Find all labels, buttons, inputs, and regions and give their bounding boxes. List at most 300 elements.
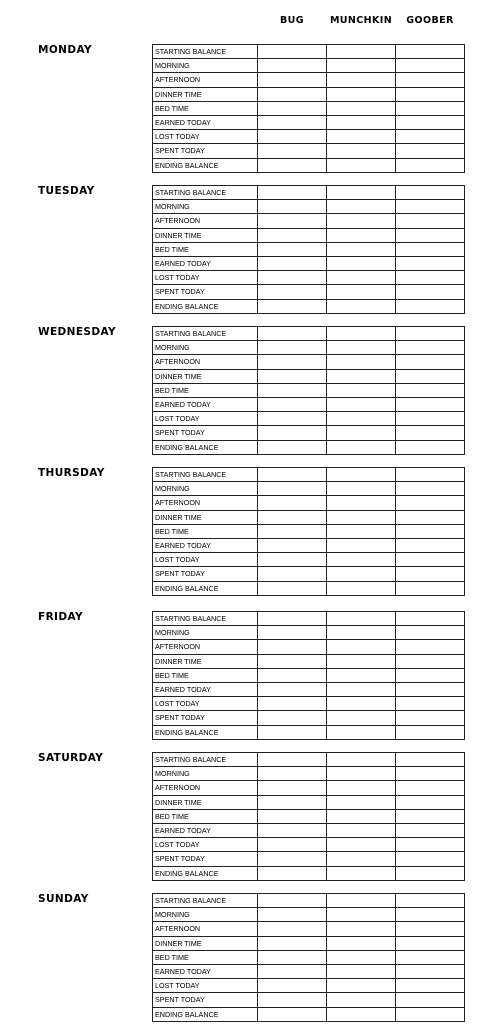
entry-cell-munchkin[interactable] bbox=[327, 781, 396, 795]
entry-cell-goober[interactable] bbox=[396, 73, 465, 87]
entry-cell-bug[interactable] bbox=[258, 908, 327, 922]
table-row bbox=[153, 186, 465, 200]
entry-cell-bug[interactable] bbox=[258, 682, 327, 696]
entry-cell-munchkin[interactable] bbox=[327, 979, 396, 993]
entry-cell-bug[interactable] bbox=[258, 979, 327, 993]
entry-cell-munchkin[interactable] bbox=[327, 823, 396, 837]
table-row bbox=[153, 426, 465, 440]
entry-cell-bug[interactable] bbox=[258, 271, 327, 285]
entry-cell-goober[interactable] bbox=[396, 200, 465, 214]
row-label: STARTING BALANCE bbox=[153, 894, 258, 908]
entry-cell-goober[interactable] bbox=[396, 1007, 465, 1021]
entry-cell-bug[interactable] bbox=[258, 725, 327, 739]
entry-cell-goober[interactable] bbox=[396, 852, 465, 866]
table-row bbox=[153, 200, 465, 214]
entry-cell-munchkin[interactable] bbox=[327, 640, 396, 654]
entry-cell-munchkin[interactable] bbox=[327, 59, 396, 73]
entry-cell-bug[interactable] bbox=[258, 341, 327, 355]
entry-cell-munchkin[interactable] bbox=[327, 581, 396, 595]
table-row bbox=[153, 711, 465, 725]
row-label: ENDING BALANCE bbox=[153, 866, 258, 880]
row-label: AFTERNOON bbox=[153, 73, 258, 87]
entry-cell-munchkin[interactable] bbox=[327, 158, 396, 172]
row-label: BED TIME bbox=[153, 242, 258, 256]
table-row bbox=[153, 1007, 465, 1021]
entry-cell-goober[interactable] bbox=[396, 228, 465, 242]
entry-cell-munchkin[interactable] bbox=[327, 538, 396, 552]
entry-cell-munchkin[interactable] bbox=[327, 242, 396, 256]
entry-cell-munchkin[interactable] bbox=[327, 510, 396, 524]
entry-cell-goober[interactable] bbox=[396, 697, 465, 711]
entry-cell-goober[interactable] bbox=[396, 567, 465, 581]
table-row bbox=[153, 809, 465, 823]
table-row bbox=[153, 993, 465, 1007]
table-row bbox=[153, 908, 465, 922]
entry-cell-bug[interactable] bbox=[258, 894, 327, 908]
entry-cell-goober[interactable] bbox=[396, 285, 465, 299]
entry-cell-goober[interactable] bbox=[396, 87, 465, 101]
table-row bbox=[153, 256, 465, 270]
entry-cell-munchkin[interactable] bbox=[327, 908, 396, 922]
entry-cell-bug[interactable] bbox=[258, 936, 327, 950]
entry-cell-bug[interactable] bbox=[258, 809, 327, 823]
entry-cell-bug[interactable] bbox=[258, 753, 327, 767]
table-row bbox=[153, 285, 465, 299]
row-label: ENDING BALANCE bbox=[153, 1007, 258, 1021]
entry-cell-munchkin[interactable] bbox=[327, 271, 396, 285]
entry-cell-munchkin[interactable] bbox=[327, 101, 396, 115]
entry-cell-bug[interactable] bbox=[258, 397, 327, 411]
entry-cell-goober[interactable] bbox=[396, 753, 465, 767]
entry-cell-bug[interactable] bbox=[258, 285, 327, 299]
entry-cell-goober[interactable] bbox=[396, 426, 465, 440]
entry-cell-goober[interactable] bbox=[396, 654, 465, 668]
entry-cell-munchkin[interactable] bbox=[327, 993, 396, 1007]
entry-cell-goober[interactable] bbox=[396, 369, 465, 383]
row-label: SPENT TODAY bbox=[153, 144, 258, 158]
entry-cell-munchkin[interactable] bbox=[327, 468, 396, 482]
column-header-bug: BUG bbox=[280, 15, 304, 26]
entry-cell-bug[interactable] bbox=[258, 256, 327, 270]
entry-cell-bug[interactable] bbox=[258, 73, 327, 87]
entry-cell-munchkin[interactable] bbox=[327, 341, 396, 355]
entry-cell-goober[interactable] bbox=[396, 538, 465, 552]
entry-cell-goober[interactable] bbox=[396, 866, 465, 880]
entry-cell-bug[interactable] bbox=[258, 426, 327, 440]
entry-cell-bug[interactable] bbox=[258, 186, 327, 200]
entry-cell-munchkin[interactable] bbox=[327, 567, 396, 581]
table-row bbox=[153, 271, 465, 285]
entry-cell-goober[interactable] bbox=[396, 144, 465, 158]
day-title: SUNDAY bbox=[38, 893, 89, 905]
entry-cell-bug[interactable] bbox=[258, 781, 327, 795]
entry-cell-goober[interactable] bbox=[396, 440, 465, 454]
entry-cell-bug[interactable] bbox=[258, 355, 327, 369]
entry-cell-goober[interactable] bbox=[396, 682, 465, 696]
table-row bbox=[153, 567, 465, 581]
column-headers bbox=[0, 15, 482, 31]
entry-cell-munchkin[interactable] bbox=[327, 809, 396, 823]
row-label: EARNED TODAY bbox=[153, 397, 258, 411]
row-label: ENDING BALANCE bbox=[153, 440, 258, 454]
entry-cell-goober[interactable] bbox=[396, 468, 465, 482]
table-row bbox=[153, 697, 465, 711]
entry-cell-bug[interactable] bbox=[258, 993, 327, 1007]
entry-cell-bug[interactable] bbox=[258, 242, 327, 256]
entry-cell-goober[interactable] bbox=[396, 130, 465, 144]
entry-cell-bug[interactable] bbox=[258, 838, 327, 852]
entry-cell-goober[interactable] bbox=[396, 496, 465, 510]
entry-cell-munchkin[interactable] bbox=[327, 553, 396, 567]
table-row bbox=[153, 383, 465, 397]
table-row bbox=[153, 115, 465, 129]
entry-cell-bug[interactable] bbox=[258, 200, 327, 214]
entry-cell-bug[interactable] bbox=[258, 626, 327, 640]
entry-cell-munchkin[interactable] bbox=[327, 753, 396, 767]
row-label: BED TIME bbox=[153, 809, 258, 823]
row-label: LOST TODAY bbox=[153, 271, 258, 285]
entry-cell-munchkin[interactable] bbox=[327, 894, 396, 908]
row-label: SPENT TODAY bbox=[153, 426, 258, 440]
table-row bbox=[153, 73, 465, 87]
entry-cell-munchkin[interactable] bbox=[327, 299, 396, 313]
row-label: LOST TODAY bbox=[153, 553, 258, 567]
table-row bbox=[153, 640, 465, 654]
entry-cell-bug[interactable] bbox=[258, 412, 327, 426]
entry-cell-goober[interactable] bbox=[396, 823, 465, 837]
row-label: AFTERNOON bbox=[153, 640, 258, 654]
day-table bbox=[152, 893, 465, 1022]
entry-cell-munchkin[interactable] bbox=[327, 130, 396, 144]
entry-cell-bug[interactable] bbox=[258, 612, 327, 626]
day-title: TUESDAY bbox=[38, 185, 95, 197]
entry-cell-bug[interactable] bbox=[258, 130, 327, 144]
entry-cell-munchkin[interactable] bbox=[327, 922, 396, 936]
row-label: STARTING BALANCE bbox=[153, 186, 258, 200]
row-label: MORNING bbox=[153, 482, 258, 496]
row-label: DINNER TIME bbox=[153, 87, 258, 101]
table-row bbox=[153, 838, 465, 852]
table-row bbox=[153, 922, 465, 936]
entry-cell-bug[interactable] bbox=[258, 950, 327, 964]
day-title: FRIDAY bbox=[38, 611, 84, 623]
entry-cell-goober[interactable] bbox=[396, 950, 465, 964]
day-table bbox=[152, 611, 465, 740]
entry-cell-bug[interactable] bbox=[258, 866, 327, 880]
entry-cell-munchkin[interactable] bbox=[327, 496, 396, 510]
entry-cell-bug[interactable] bbox=[258, 668, 327, 682]
entry-cell-munchkin[interactable] bbox=[327, 412, 396, 426]
row-label: MORNING bbox=[153, 908, 258, 922]
entry-cell-goober[interactable] bbox=[396, 581, 465, 595]
entry-cell-goober[interactable] bbox=[396, 59, 465, 73]
entry-cell-munchkin[interactable] bbox=[327, 668, 396, 682]
table-row bbox=[153, 45, 465, 59]
entry-cell-goober[interactable] bbox=[396, 626, 465, 640]
row-label: STARTING BALANCE bbox=[153, 327, 258, 341]
row-label: EARNED TODAY bbox=[153, 115, 258, 129]
table-row bbox=[153, 682, 465, 696]
entry-cell-goober[interactable] bbox=[396, 553, 465, 567]
entry-cell-goober[interactable] bbox=[396, 922, 465, 936]
row-label: STARTING BALANCE bbox=[153, 468, 258, 482]
entry-cell-bug[interactable] bbox=[258, 581, 327, 595]
entry-cell-goober[interactable] bbox=[396, 964, 465, 978]
table-row bbox=[153, 936, 465, 950]
table-row bbox=[153, 510, 465, 524]
entry-cell-bug[interactable] bbox=[258, 327, 327, 341]
table-row bbox=[153, 130, 465, 144]
entry-cell-goober[interactable] bbox=[396, 510, 465, 524]
row-label: EARNED TODAY bbox=[153, 823, 258, 837]
entry-cell-goober[interactable] bbox=[396, 781, 465, 795]
table-row bbox=[153, 299, 465, 313]
row-label: SPENT TODAY bbox=[153, 711, 258, 725]
day-table bbox=[152, 467, 465, 596]
entry-cell-munchkin[interactable] bbox=[327, 200, 396, 214]
entry-cell-goober[interactable] bbox=[396, 397, 465, 411]
entry-cell-goober[interactable] bbox=[396, 115, 465, 129]
entry-cell-munchkin[interactable] bbox=[327, 228, 396, 242]
entry-cell-bug[interactable] bbox=[258, 144, 327, 158]
entry-cell-bug[interactable] bbox=[258, 697, 327, 711]
entry-cell-goober[interactable] bbox=[396, 908, 465, 922]
column-header-munchkin: MUNCHKIN bbox=[329, 15, 393, 26]
entry-cell-goober[interactable] bbox=[396, 725, 465, 739]
entry-cell-munchkin[interactable] bbox=[327, 1007, 396, 1021]
row-label: SPENT TODAY bbox=[153, 567, 258, 581]
table-row bbox=[153, 214, 465, 228]
row-label: DINNER TIME bbox=[153, 936, 258, 950]
entry-cell-munchkin[interactable] bbox=[327, 838, 396, 852]
entry-cell-goober[interactable] bbox=[396, 383, 465, 397]
entry-cell-munchkin[interactable] bbox=[327, 950, 396, 964]
entry-cell-goober[interactable] bbox=[396, 256, 465, 270]
row-label: LOST TODAY bbox=[153, 697, 258, 711]
entry-cell-munchkin[interactable] bbox=[327, 327, 396, 341]
table-row bbox=[153, 369, 465, 383]
table-row bbox=[153, 355, 465, 369]
row-label: EARNED TODAY bbox=[153, 964, 258, 978]
table-row bbox=[153, 87, 465, 101]
entry-cell-bug[interactable] bbox=[258, 228, 327, 242]
table-row bbox=[153, 144, 465, 158]
entry-cell-bug[interactable] bbox=[258, 214, 327, 228]
entry-cell-munchkin[interactable] bbox=[327, 964, 396, 978]
row-label: AFTERNOON bbox=[153, 781, 258, 795]
entry-cell-bug[interactable] bbox=[258, 510, 327, 524]
entry-cell-bug[interactable] bbox=[258, 538, 327, 552]
table-row bbox=[153, 468, 465, 482]
entry-cell-munchkin[interactable] bbox=[327, 87, 396, 101]
table-row bbox=[153, 612, 465, 626]
entry-cell-goober[interactable] bbox=[396, 327, 465, 341]
table-row bbox=[153, 440, 465, 454]
entry-cell-goober[interactable] bbox=[396, 979, 465, 993]
entry-cell-bug[interactable] bbox=[258, 496, 327, 510]
day-title: WEDNESDAY bbox=[38, 326, 117, 338]
entry-cell-goober[interactable] bbox=[396, 809, 465, 823]
entry-cell-munchkin[interactable] bbox=[327, 73, 396, 87]
entry-cell-munchkin[interactable] bbox=[327, 355, 396, 369]
entry-cell-bug[interactable] bbox=[258, 567, 327, 581]
entry-cell-goober[interactable] bbox=[396, 936, 465, 950]
row-label: SPENT TODAY bbox=[153, 993, 258, 1007]
entry-cell-bug[interactable] bbox=[258, 468, 327, 482]
day-title: SATURDAY bbox=[38, 752, 104, 764]
row-label: MORNING bbox=[153, 59, 258, 73]
entry-cell-munchkin[interactable] bbox=[327, 397, 396, 411]
entry-cell-munchkin[interactable] bbox=[327, 866, 396, 880]
table-row bbox=[153, 668, 465, 682]
row-label: LOST TODAY bbox=[153, 838, 258, 852]
entry-cell-goober[interactable] bbox=[396, 668, 465, 682]
entry-cell-goober[interactable] bbox=[396, 640, 465, 654]
table-row bbox=[153, 626, 465, 640]
table-row bbox=[153, 397, 465, 411]
entry-cell-bug[interactable] bbox=[258, 852, 327, 866]
row-label: EARNED TODAY bbox=[153, 682, 258, 696]
entry-cell-munchkin[interactable] bbox=[327, 426, 396, 440]
entry-cell-munchkin[interactable] bbox=[327, 144, 396, 158]
entry-cell-munchkin[interactable] bbox=[327, 186, 396, 200]
entry-cell-munchkin[interactable] bbox=[327, 654, 396, 668]
entry-cell-goober[interactable] bbox=[396, 186, 465, 200]
table-row bbox=[153, 753, 465, 767]
entry-cell-munchkin[interactable] bbox=[327, 852, 396, 866]
row-label: EARNED TODAY bbox=[153, 538, 258, 552]
entry-cell-goober[interactable] bbox=[396, 612, 465, 626]
table-row bbox=[153, 654, 465, 668]
table-row bbox=[153, 894, 465, 908]
entry-cell-munchkin[interactable] bbox=[327, 214, 396, 228]
row-label: BED TIME bbox=[153, 950, 258, 964]
row-label: BED TIME bbox=[153, 383, 258, 397]
entry-cell-goober[interactable] bbox=[396, 271, 465, 285]
day-table bbox=[152, 326, 465, 455]
entry-cell-goober[interactable] bbox=[396, 412, 465, 426]
entry-cell-munchkin[interactable] bbox=[327, 626, 396, 640]
entry-cell-bug[interactable] bbox=[258, 45, 327, 59]
entry-cell-munchkin[interactable] bbox=[327, 682, 396, 696]
entry-cell-munchkin[interactable] bbox=[327, 256, 396, 270]
entry-cell-goober[interactable] bbox=[396, 795, 465, 809]
entry-cell-munchkin[interactable] bbox=[327, 612, 396, 626]
entry-cell-goober[interactable] bbox=[396, 524, 465, 538]
entry-cell-goober[interactable] bbox=[396, 711, 465, 725]
table-row bbox=[153, 496, 465, 510]
entry-cell-munchkin[interactable] bbox=[327, 440, 396, 454]
entry-cell-bug[interactable] bbox=[258, 964, 327, 978]
entry-cell-bug[interactable] bbox=[258, 524, 327, 538]
entry-cell-bug[interactable] bbox=[258, 59, 327, 73]
entry-cell-munchkin[interactable] bbox=[327, 767, 396, 781]
entry-cell-bug[interactable] bbox=[258, 369, 327, 383]
row-label: LOST TODAY bbox=[153, 979, 258, 993]
row-label: DINNER TIME bbox=[153, 510, 258, 524]
entry-cell-goober[interactable] bbox=[396, 894, 465, 908]
entry-cell-munchkin[interactable] bbox=[327, 711, 396, 725]
entry-cell-munchkin[interactable] bbox=[327, 524, 396, 538]
entry-cell-goober[interactable] bbox=[396, 299, 465, 313]
entry-cell-bug[interactable] bbox=[258, 482, 327, 496]
row-label: ENDING BALANCE bbox=[153, 299, 258, 313]
row-label: EARNED TODAY bbox=[153, 256, 258, 270]
table-row bbox=[153, 964, 465, 978]
row-label: ENDING BALANCE bbox=[153, 581, 258, 595]
entry-cell-bug[interactable] bbox=[258, 299, 327, 313]
row-label: STARTING BALANCE bbox=[153, 45, 258, 59]
entry-cell-goober[interactable] bbox=[396, 767, 465, 781]
entry-cell-goober[interactable] bbox=[396, 355, 465, 369]
table-row bbox=[153, 482, 465, 496]
entry-cell-goober[interactable] bbox=[396, 214, 465, 228]
entry-cell-goober[interactable] bbox=[396, 838, 465, 852]
table-row bbox=[153, 553, 465, 567]
entry-cell-bug[interactable] bbox=[258, 115, 327, 129]
entry-cell-munchkin[interactable] bbox=[327, 285, 396, 299]
row-label: AFTERNOON bbox=[153, 496, 258, 510]
entry-cell-munchkin[interactable] bbox=[327, 725, 396, 739]
entry-cell-munchkin[interactable] bbox=[327, 482, 396, 496]
entry-cell-bug[interactable] bbox=[258, 640, 327, 654]
entry-cell-bug[interactable] bbox=[258, 795, 327, 809]
entry-cell-munchkin[interactable] bbox=[327, 45, 396, 59]
row-label: DINNER TIME bbox=[153, 795, 258, 809]
entry-cell-bug[interactable] bbox=[258, 101, 327, 115]
entry-cell-bug[interactable] bbox=[258, 654, 327, 668]
entry-cell-goober[interactable] bbox=[396, 101, 465, 115]
entry-cell-bug[interactable] bbox=[258, 767, 327, 781]
entry-cell-bug[interactable] bbox=[258, 158, 327, 172]
entry-cell-goober[interactable] bbox=[396, 158, 465, 172]
table-row bbox=[153, 795, 465, 809]
entry-cell-bug[interactable] bbox=[258, 823, 327, 837]
entry-cell-munchkin[interactable] bbox=[327, 697, 396, 711]
entry-cell-bug[interactable] bbox=[258, 711, 327, 725]
entry-cell-bug[interactable] bbox=[258, 87, 327, 101]
table-row bbox=[153, 866, 465, 880]
table-row bbox=[153, 327, 465, 341]
entry-cell-munchkin[interactable] bbox=[327, 369, 396, 383]
entry-cell-munchkin[interactable] bbox=[327, 936, 396, 950]
table-row bbox=[153, 412, 465, 426]
entry-cell-bug[interactable] bbox=[258, 383, 327, 397]
entry-cell-munchkin[interactable] bbox=[327, 115, 396, 129]
day-table bbox=[152, 185, 465, 314]
entry-cell-munchkin[interactable] bbox=[327, 795, 396, 809]
entry-cell-goober[interactable] bbox=[396, 242, 465, 256]
entry-cell-munchkin[interactable] bbox=[327, 383, 396, 397]
day-table bbox=[152, 44, 465, 173]
row-label: SPENT TODAY bbox=[153, 852, 258, 866]
entry-cell-bug[interactable] bbox=[258, 922, 327, 936]
entry-cell-bug[interactable] bbox=[258, 440, 327, 454]
entry-cell-goober[interactable] bbox=[396, 45, 465, 59]
entry-cell-bug[interactable] bbox=[258, 1007, 327, 1021]
table-row bbox=[153, 581, 465, 595]
day-title: THURSDAY bbox=[38, 467, 105, 479]
table-row bbox=[153, 725, 465, 739]
row-label: DINNER TIME bbox=[153, 228, 258, 242]
entry-cell-bug[interactable] bbox=[258, 553, 327, 567]
entry-cell-goober[interactable] bbox=[396, 341, 465, 355]
column-header-goober: GOOBER bbox=[406, 15, 454, 26]
entry-cell-goober[interactable] bbox=[396, 993, 465, 1007]
table-row bbox=[153, 823, 465, 837]
entry-cell-goober[interactable] bbox=[396, 482, 465, 496]
table-row bbox=[153, 59, 465, 73]
